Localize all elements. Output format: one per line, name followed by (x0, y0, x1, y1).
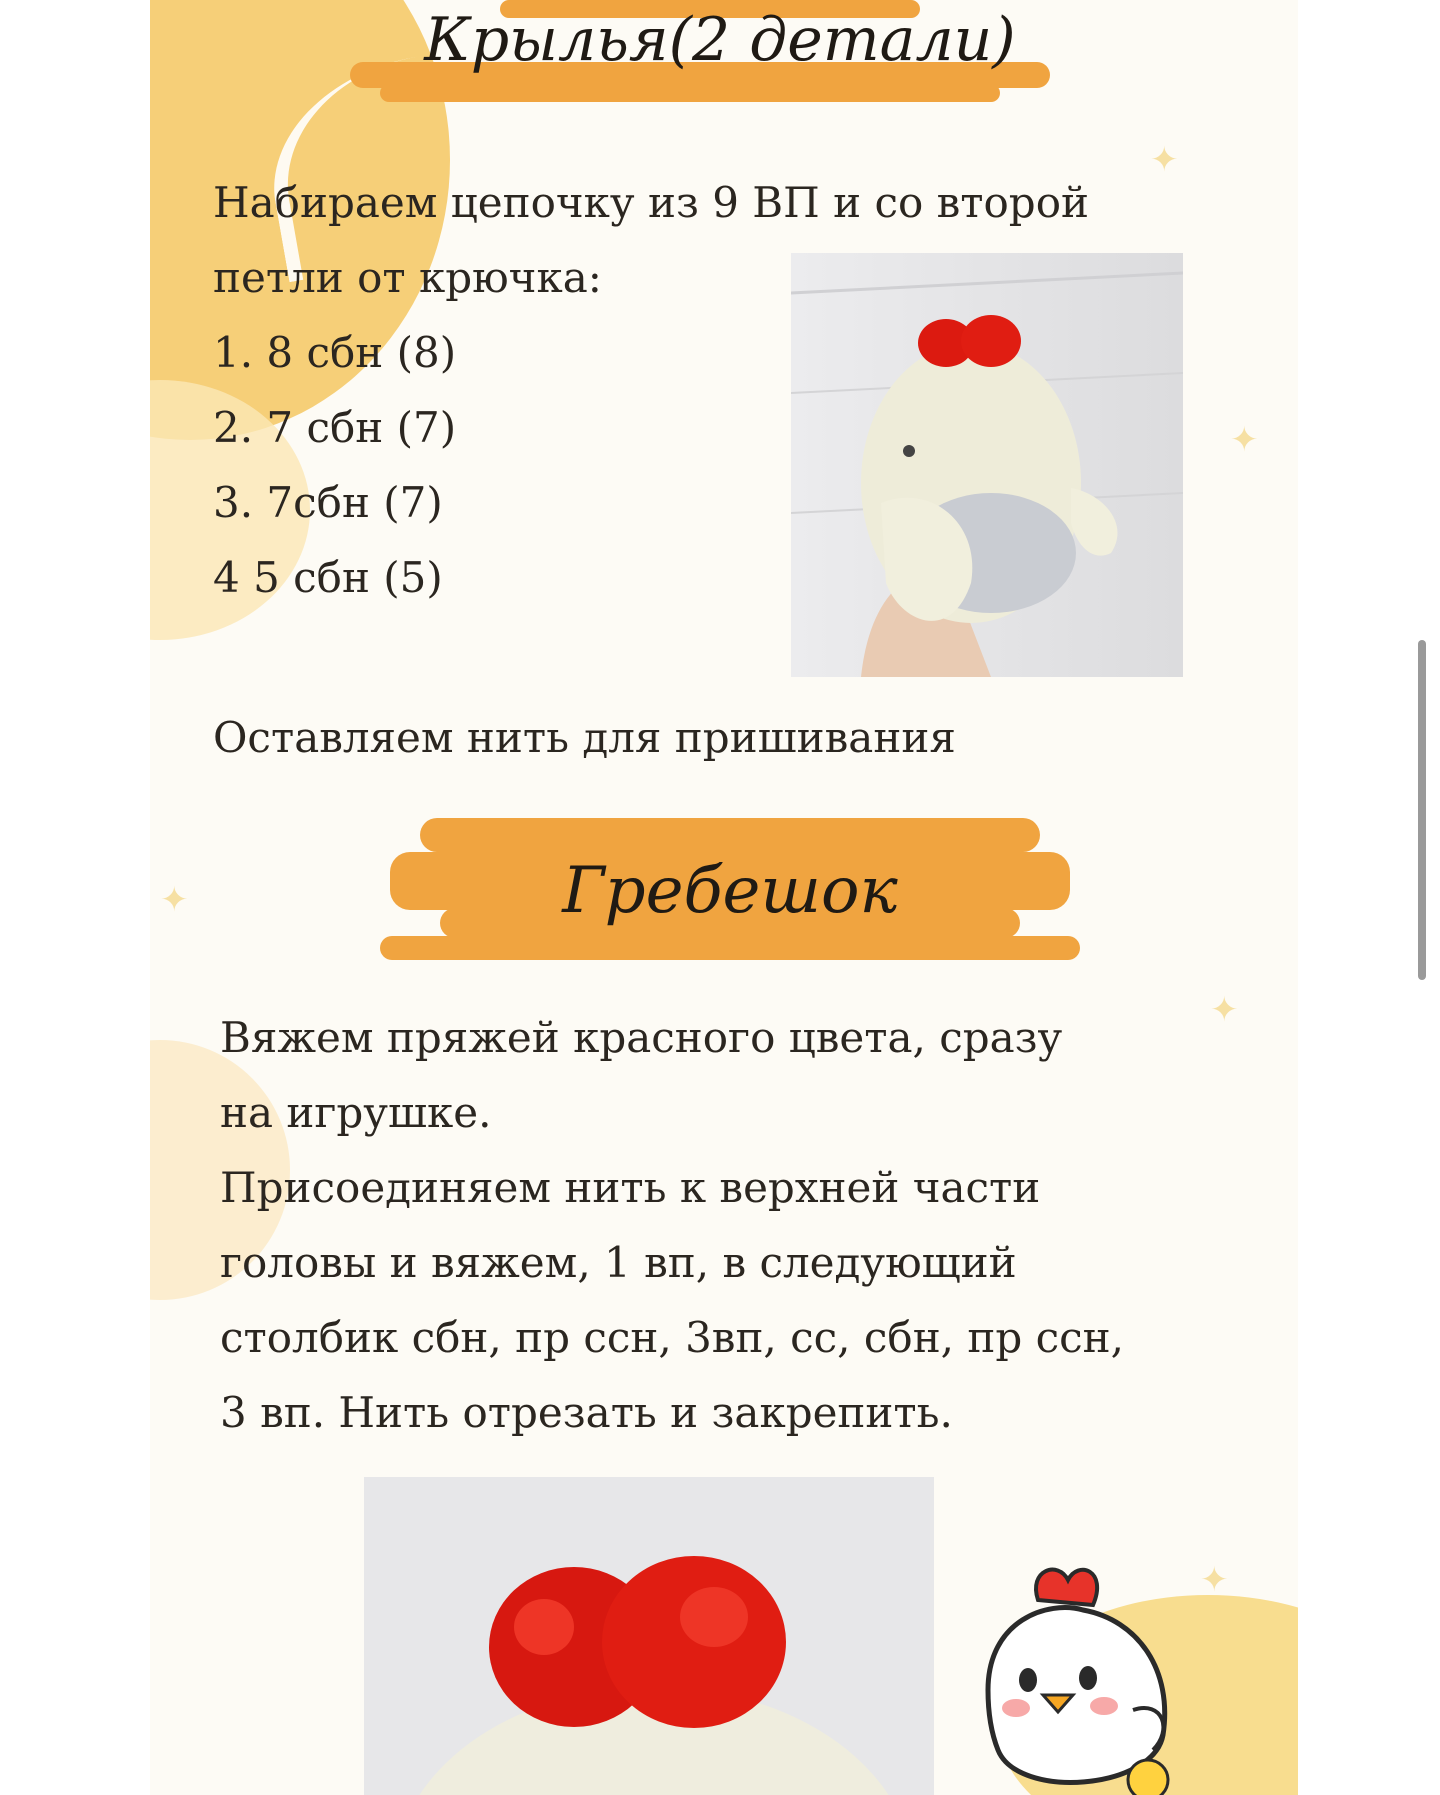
instruction-line: 1. 8 сбн (8) (213, 328, 457, 377)
comb-title: Гребешок (562, 854, 898, 928)
instruction-line: столбик сбн, пр ссн, 3вп, сс, сбн, пр ссн, (220, 1313, 1125, 1362)
comb-instructions (220, 1000, 1124, 1450)
comb-section-banner (380, 818, 1080, 988)
instruction-line: петли от крючка: (213, 253, 602, 302)
instruction-line: 3 вп. Нить отрезать и закрепить. (220, 1388, 953, 1437)
star-icon: ✦ (1230, 420, 1259, 460)
wings-note: Оставляем нить для пришивания (213, 713, 956, 762)
instruction-line: головы и вяжем, 1 вп, в следующий (220, 1238, 1017, 1287)
cartoon-chicken-icon (958, 1560, 1198, 1795)
star-icon: ✦ (1210, 990, 1239, 1030)
star-icon: ✦ (1150, 140, 1179, 180)
chick-wing-photo (791, 253, 1183, 677)
instruction-line: на игрушке. (220, 1088, 492, 1137)
instruction-line: Присоединяем нить к верхней части (220, 1163, 1041, 1212)
instruction-line: 4 5 сбн (5) (213, 553, 443, 602)
instruction-line: Вяжем пряжей красного цвета, сразу (220, 1013, 1063, 1062)
scrollbar-thumb[interactable] (1418, 640, 1426, 980)
comb-photo (364, 1477, 934, 1795)
pattern-page (150, 0, 1298, 1795)
wings-section-banner (340, 0, 1100, 120)
star-icon: ✦ (160, 880, 189, 920)
star-icon: ✦ (1200, 1560, 1229, 1600)
instruction-line: Набираем цепочку из 9 ВП и со второй (213, 178, 1089, 227)
instruction-line: 3. 7сбн (7) (213, 478, 443, 527)
wings-title: Крылья(2 детали) (424, 5, 1016, 75)
instruction-line: 2. 7 сбн (7) (213, 403, 457, 452)
